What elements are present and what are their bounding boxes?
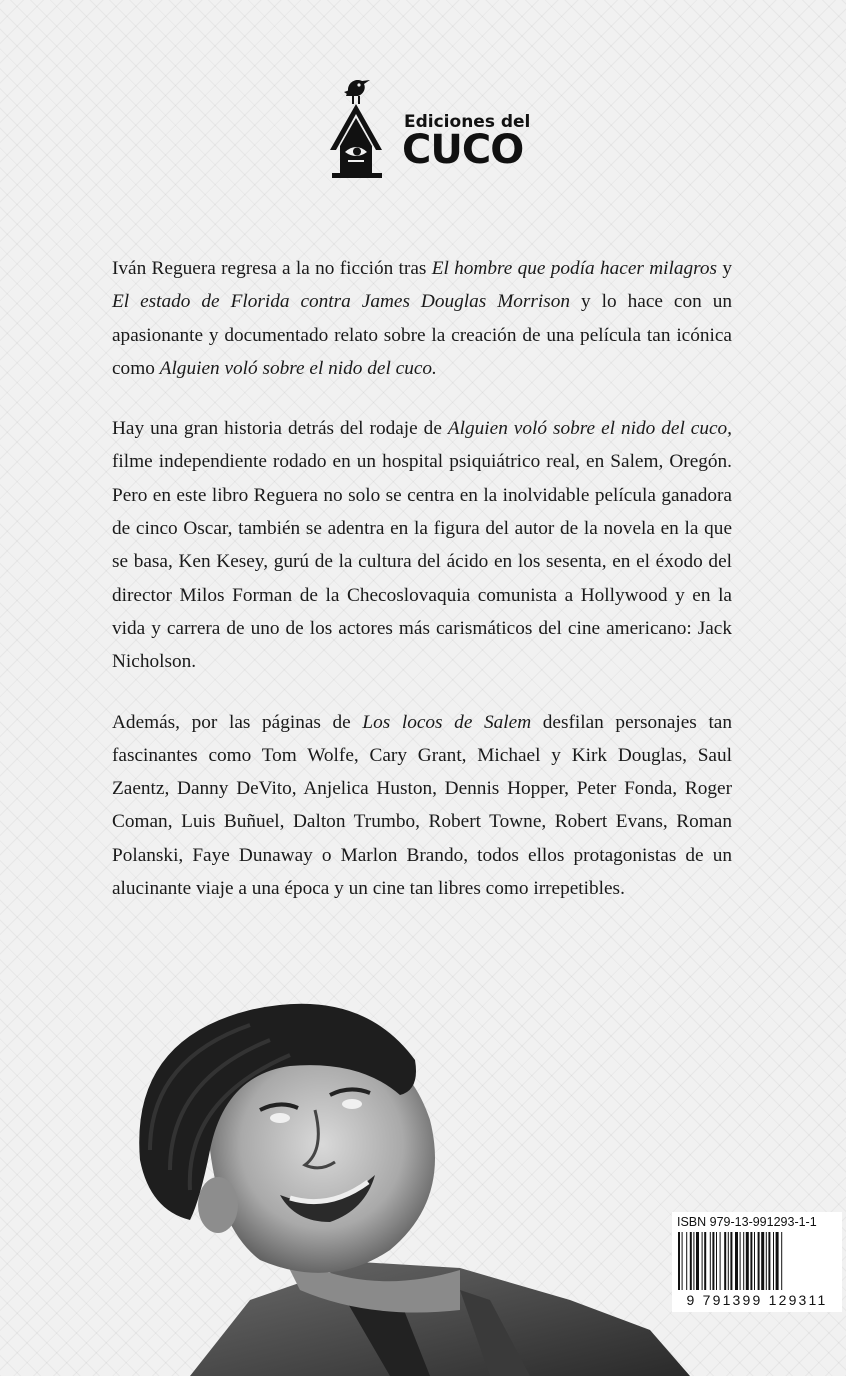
blurb-paragraph-1: Iván Reguera regresa a la no ficción tras El hombre que podía hacer milagros y El estado de Florida contra James Douglas Morrison y lo hace con un apasionante y documentado relato sobre la creación de una película tan icónica como Alguien voló sobre el nido del cuco. [112,258,732,379]
back-cover-blurb [112,252,732,932]
birdhouse-with-bird-icon [326,72,406,184]
barcode-icon [678,1232,836,1292]
man-in-knit-cap-looking-up-photo [130,1000,730,1376]
isbn-digits: 9 791399 129311 [686,1292,828,1308]
publisher-name-line2: CUCO [402,127,524,173]
blurb-paragraph-2: Hay una gran historia detrás del rodaje de Alguien voló sobre el nido del cuco, filme independiente rodado en un hospital psiquiátrico real, en Salem, Oregón. Pero en este libro Reguera no solo se centra en la inolvidable película ganadora de cinco Oscar, también se adentra en la figura del autor de la novela en la que se basa, Ken Kesey, gurú de la cultura del ácido en los sesenta, en el éxodo del director Milos Forman de la Checoslovaquia comunista a Hollywood y en la vida y carrera de uno de los actores más carismáticos del cine americano: Jack Nicholson. [112,418,732,673]
blurb-paragraph-3: Además, por las páginas de Los locos de Salem desfilan personajes tan fascinantes como Tom Wolfe, Cary Grant, Michael y Kirk Douglas, Saul Zaentz, Danny DeVito, Anjelica Huston, Dennis Hopper, Peter Fonda, Roger Coman, Luis Buñuel, Dalton Trumbo, Robert Towne, Robert Evans, Roman Polanski, Faye Dunaway o Marlon Brando, todos ellos protagonistas de un alucinante viaje a una época y un cine tan libres como irrepetibles. [112,711,732,900]
isbn-label: ISBN 979-13-991293-1-1 [677,1215,817,1229]
isbn-barcode [672,1212,842,1312]
publisher-name-line1: Ediciones del [404,112,531,132]
publisher-logo [326,72,531,184]
